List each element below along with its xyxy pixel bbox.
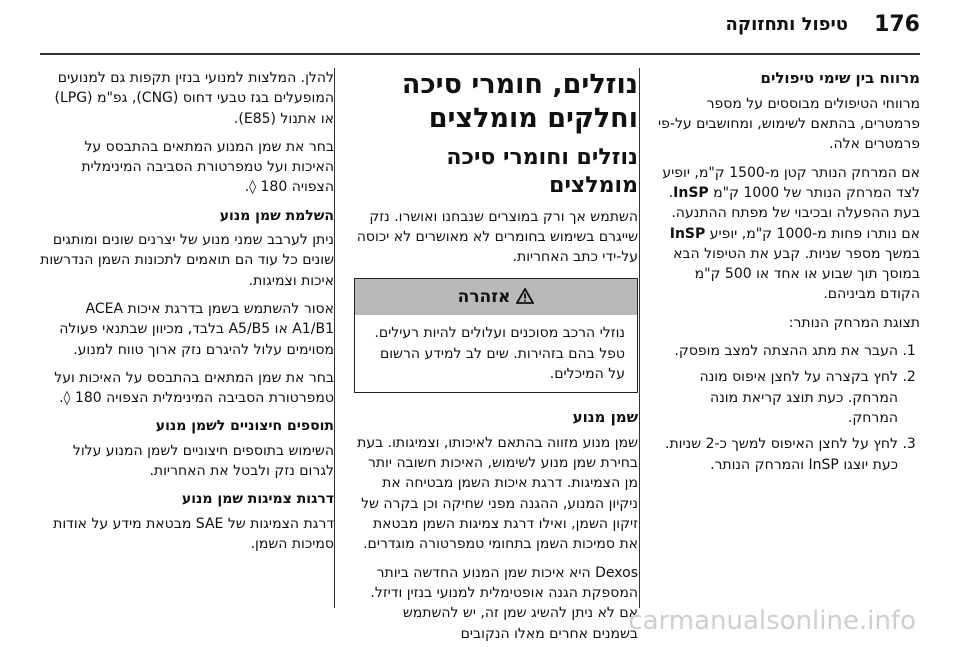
step-item: 3. לחץ על לחצן האיפוס למשך כ-2 שניות. כעת יוצגו InSP והמרחק הנותר. — [658, 434, 898, 475]
column-divider — [334, 68, 335, 608]
step-item: 2. לחץ בקצרה על לחצן איפוס מונה המרחק. כעת תוצג קריאת מונה המרחק. — [658, 367, 898, 428]
engine-oil-paragraph: Dexos היא איכות שמן המנוע החדשה ביותר המספקת הגנה אופטימלית למנועי בנזין ודיזל. אם לא ניתן להשיג שמן זה, יש להשתמש בשמנים אחרים מאלו הנקובים — [370, 564, 638, 642]
display-label: תצוגת המרחק הנותר: — [788, 314, 920, 331]
warning-heading: אזהרה — [457, 286, 511, 307]
topup-heading: השלמת שמן מנוע — [219, 207, 334, 224]
warning-triangle-icon — [510, 287, 534, 307]
viscosity-paragraph: דרגת הצמיגות של SAE מבטאת מידע על אודות סמיכות השמן. — [53, 515, 334, 552]
viscosity-heading: דרגות צמיגות שמן מנוע — [181, 491, 334, 508]
right-column — [658, 68, 920, 483]
service-interval-intro: מרווחי הטיפולים מבוססים על מספר פרמטרים, בהתאם לשימוש, ומחושבים על-פי פרמטרים אלה. — [658, 95, 920, 153]
warning-body: נוזלי הרכב מסוכנים ועלולים להיות רעילים. טפל בהם בזהירות. שים לב למידע הרשום על המיכלים. — [374, 325, 625, 382]
warning-box — [354, 278, 638, 394]
column-divider — [639, 68, 640, 608]
insp-label: InSP — [669, 225, 706, 242]
steps-list — [658, 341, 920, 475]
service-interval-paragraph — [658, 163, 920, 305]
paragraph-text: אם המרחק הנותר קטן מ-1500 ק"מ, יופיע לצד המרחק הנותר של 1000 ק"מ — [662, 164, 920, 201]
service-interval-heading: מרווח בין שימי טיפולים — [760, 69, 920, 87]
step-item: 1. העבר את מתג ההצתה למצב מופסק. — [658, 341, 898, 361]
additives-heading: תוספים חיצוניים לשמן מנוע — [155, 418, 334, 435]
fuel-types-paragraph: להלן. המלצות למנועי בנזין תקפות גם למנועים המופעלים בגז טבעי דחוס (CNG), גפ"מ (LPG) או אתנול (E85). — [54, 70, 334, 127]
section-subtitle: נוזלים וחומרי סיכה מומלצים — [446, 144, 638, 199]
page-title: טיפול ותחזוקה — [725, 14, 848, 35]
paragraph-text: . בעת ההפעלה ובכיבוי של מפתח ההתנעה. אם נותרו פחות מ-1000 ק"מ, יופיע — [668, 184, 920, 242]
warning-header — [355, 279, 637, 316]
engine-oil-heading: שמן מנוע — [572, 408, 638, 427]
page-reference: 180 ◊ — [249, 179, 288, 196]
section-title: נוזלים, חומרי סיכה וחלקים מומלצים — [401, 69, 638, 134]
page-reference: 180 ◊ — [63, 390, 102, 407]
paragraph-text: בחר את שמן המתאים בהתבסס על האיכות ועל טמפרטורת הסביבה המינימלית הצפויה — [54, 369, 334, 407]
topup-paragraph: בחר את שמן המתאים בהתבסס על האיכות ועל טמפרטורת הסביבה המינימלית הצפויה 180 ◊. — [54, 369, 334, 407]
paragraph-text: בחר את שמן המנוע המתאים בהתבסס על האיכות ועל טמפרטורת הסביבה המינימלית הצפויה — [81, 138, 334, 196]
middle-column — [354, 68, 638, 652]
topup-paragraph: ניתן לערבב שמני מנוע של יצרנים שונים ומותגים שונים כל עוד הם תואמים לתכונות השמן הנדרשות איכות וצמיגות. — [40, 232, 334, 289]
insp-label: InSP — [673, 184, 709, 201]
page-number: 176 — [874, 12, 920, 37]
engine-oil-paragraph: שמן מנוע מזווה בהתאם לאיכותו, וצמיגותו. בעת בחירת שמן מנוע לשימוש, האיכות חשובה יותר מן הצמיגות. דרגת איכות השמן מבטיחה את ניקיון המנוע, ההגנה מפני שחיקה וכן בקרה של זיקון השמן, ואילו דרגת צמיגות השמן מבטאת את סמיכות השמן בתחומי טמפרטורה מוגדרים. — [357, 434, 638, 553]
section-intro: השתמש אך ורק במוצרים שנבחנו ואושרו. נזק שייגרם בשימוש בחומרים לא מאושרים לא יכוסה על-ידי כתב האחריות. — [356, 208, 638, 266]
left-column — [40, 68, 334, 562]
watermark: carmanualsonline.info — [628, 606, 916, 636]
paragraph-text: במשך מספר שניות. קבע את הטיפול הבא במוסך תוך שבוע או אחד או 500 ק"מ הקודם מביניהם. — [673, 245, 920, 303]
header-rule — [40, 53, 920, 55]
oil-selection-paragraph: בחר את שמן המנוע המתאים בהתבסס על האיכות ועל טמפרטורת הסביבה המינימלית הצפויה 180 ◊. — [81, 138, 334, 196]
additives-paragraph: השימוש בתוספים חיצוניים לשמן המנוע עלול לגרום נזק ולבטל את האחריות. — [72, 442, 334, 480]
topup-paragraph: אסור להשתמש בשמן בדרגת איכות ACEA A1/B1 או A5/B5 בלבד, מכיוון שבתנאי פעולה מסוימים עלול להיגרם נזק ארוך טווח למנוע. — [59, 300, 334, 358]
